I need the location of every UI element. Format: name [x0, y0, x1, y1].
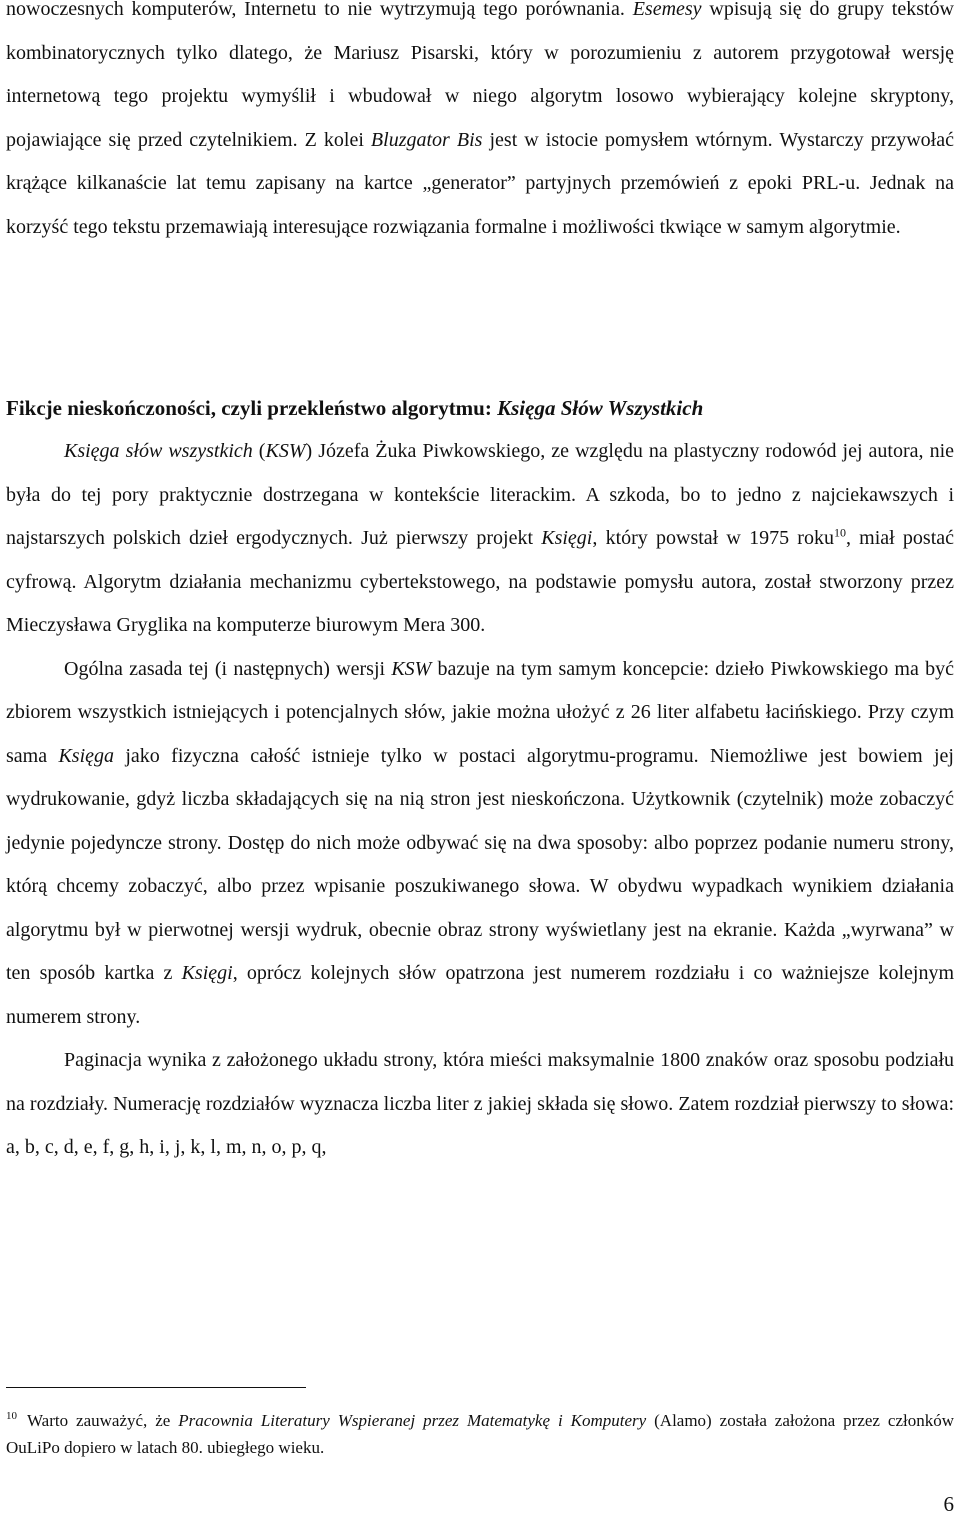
intro-text-2: wpisują się do grupy tekstów kombinatorycznych tylko dlatego, że Mariusz Pisarski, który w porozumieniu z autorem przygotował wersję internetową tego projektu wymyślił i wbudował w niego algorytm losowo wybierający kolejne skryptony, pojawiające się przed czytelnikiem. Z kolei — [6, 0, 955, 151]
paragraph-text: ( — [252, 440, 266, 462]
footnote-reference: 10 — [833, 525, 846, 540]
footnote — [6, 1407, 954, 1461]
body-paragraphs — [6, 430, 954, 1170]
book-title-short: Księga — [58, 744, 115, 767]
footnote-text: (Alamo) została założona przez członków OuLiPo dopiero w latach 80. ubiegłego wieku. — [6, 1411, 954, 1457]
book-title: Księga słów wszystkich — [64, 440, 253, 462]
paragraph-ksw-intro — [6, 430, 954, 648]
book-title-short: Księgi — [541, 527, 593, 549]
paragraph-pagination — [6, 1039, 954, 1170]
section-heading — [6, 387, 954, 430]
paragraph-ksw-concept — [6, 648, 954, 1040]
paragraph-text: ) Józefa Żuka Piwkowskiego, ze względu na plastyczny rodowód jej autora, nie była do tej pory praktycznie dostrzegana w kontekście literackim. A szkoda, bo to jedno z najciekawszych i najstarszych polskich dzieł ergodycznych. Już pierwszy projekt — [6, 440, 954, 549]
section-heading-title: Księga Słów Wszystkich — [497, 396, 704, 420]
footnote-text: Warto zauważyć, że — [27, 1411, 179, 1430]
footnote-divider — [6, 1387, 306, 1388]
book-abbrev: KSW — [391, 657, 432, 680]
intro-text-3: jest w istocie pomysłem wtórnym. Wystarczy przywołać krążące kilkanaście lat temu zapisany na kartce „generator” partyjnych przemówień z epoki PRL-u. Jednak na korzyść tego tekstu przemawiają interesujące rozwiązania formalne i możliwości tkwiące w samym algorytmie. — [6, 128, 954, 238]
book-abbrev: KSW — [265, 440, 306, 462]
paragraph-text: , który powstał w 1975 roku — [592, 527, 834, 549]
paragraph-text: bazuje na tym samym koncepcie: dzieło Piwkowskiego ma być zbiorem wszystkich istniejących i potencjalnych słów, jakie można ułożyć z 26 liter alfabetu łacińskiego. Przy czym sama — [6, 657, 954, 767]
section-heading-text: Fikcje nieskończoności, czyli przekleństwo algorytmu: — [6, 396, 498, 420]
intro-paragraph — [6, 0, 954, 249]
footnote-number: 10 — [6, 1410, 17, 1423]
paragraph-text: , miał postać cyfrową. Algorytm działania mechanizmu cybertekstowego, na podstawie pomysłu autora, został stworzony przez Mieczysława Gryglika na komputerze biurowym Mera 300. — [6, 527, 955, 636]
paragraph-text: , oprócz kolejnych słów opatrzona jest numerem rozdziału i co ważniejsze kolejnym numerem strony. — [6, 962, 954, 1028]
paragraph-text: Ogólna zasada tej (i następnych) wersji — [64, 657, 392, 680]
intro-text-1: nowoczesnych komputerów, Internetu to nie wytrzymują tego porównania. — [6, 0, 633, 20]
intro-title-esemesy: Esemesy — [632, 0, 702, 20]
paragraph-text: Paginacja wynika z założonego układu strony, która mieści maksymalnie 1800 znaków oraz sposobu podziału na rozdziały. Numerację rozdziałów wyznacza liczba liter z jakiej składa się słowo. Zatem rozdział pierwszy to słowa: a, b, c, d, e, f, g, h, i, j, k, l, m, n, o, p, q, — [6, 1049, 954, 1158]
book-title-short: Księgi — [181, 962, 233, 984]
footnote-title: Pracownia Literatury Wspieranej przez Matematykę i Komputery — [178, 1411, 647, 1430]
intro-title-bluzgator: Bluzgator Bis — [370, 128, 483, 151]
page-number: 6 — [943, 1492, 954, 1516]
paragraph-text: jako fizyczna całość istnieje tylko w postaci algorytmu-programu. Niemożliwe jest bowiem jej wydrukowanie, gdyż liczba składających się na nią stron jest nieskończona. Użytkownik (czytelnik) może zobaczyć jedynie pojedyncze strony. Dostęp do nich może odbywać się na dwa sposoby: albo poprzez podanie numeru strony, którą chcemy zobaczyć, albo przez wpisanie poszukiwanego słowa. W obydwu wypadkach wynikiem działania algorytmu był w pierwotnej wersji wydruk, obecnie obraz strony wyświetlany jest na ekranie. Każda „wyrwana” w ten sposób kartka z — [6, 744, 954, 984]
